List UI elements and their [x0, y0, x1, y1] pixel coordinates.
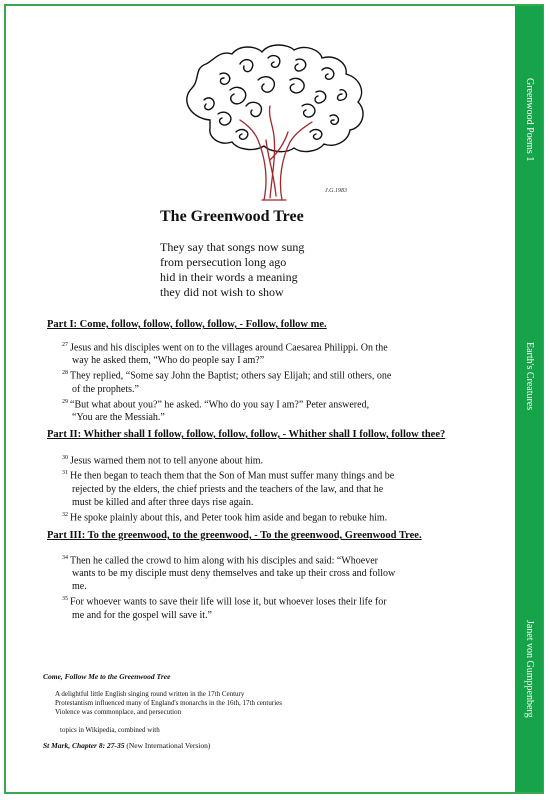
topics-link[interactable]: topics — [60, 726, 77, 734]
verse-number: 31 — [62, 470, 68, 477]
part-1-scripture — [62, 339, 462, 424]
verse-line: For whoever wants to save their life will lose it, but whoever loses their life for — [70, 596, 387, 608]
verse-number: 35 — [62, 596, 68, 603]
verse-line: They replied, “Some say John the Baptist; others say Elijah; and still others, one — [70, 370, 392, 382]
sidebar-middle-label: Earth's Creatures — [524, 342, 535, 411]
verse-line: of the prophets.” — [72, 383, 139, 395]
illustration-signature: J.G.1983 — [325, 188, 347, 194]
footer-line: A delightful little English singing round written in the 17th Century — [55, 690, 245, 698]
verse-line: He spoke plainly about this, and Peter took him aside and began to rebuke him. — [70, 511, 388, 523]
part-2-scripture — [62, 452, 462, 524]
verse-line: He then began to teach them that the Son of Man must suffer many things and be — [70, 470, 395, 482]
footer-line: Protestantism influenced many of England's monarchs in the 16th, 17th centuries — [55, 699, 282, 707]
footer-topics — [60, 726, 160, 734]
verse-number: 32 — [62, 511, 68, 518]
verse-line: me. — [72, 581, 87, 593]
verse-line: Then he called the crowd to him along with his disciples and said: “Whoever — [70, 555, 378, 567]
verse-line: “You are the Messiah.” — [72, 411, 165, 423]
poem-verse — [160, 240, 304, 300]
part-3-heading: Part III: To the greenwood, to the greenwood, - To the greenwood, Greenwood Tree. — [47, 530, 422, 541]
sidebar-bottom-label: Janet von Gumppenberg — [524, 620, 535, 718]
verse-line: way he asked them, “Who do people say I am?” — [72, 355, 265, 367]
verse-line: me and for the gospel will save it.” — [72, 609, 212, 621]
poem-line: hid in their words a meaning — [160, 270, 298, 284]
tree-illustration-icon — [170, 40, 380, 205]
part-3-scripture — [62, 552, 462, 622]
poem-title: The Greenwood Tree — [160, 208, 304, 225]
verse-line: Jesus and his disciples went on to the villages around Caesarea Philippi. On the — [70, 342, 388, 354]
part-1-heading: Part I: Come, follow, follow, follow, follow, - Follow, follow me. — [47, 319, 327, 330]
verse-number: 28 — [62, 370, 68, 377]
part-2-heading: Part II: Whither shall I follow, follow, follow, follow, - Whither shall I follow, follow thee? — [47, 429, 446, 440]
footer-source — [43, 741, 210, 750]
source-reference: St Mark, Chapter 8: 27-35 — [43, 741, 125, 750]
sidebar-top-label: Greenwood Poems 1 — [524, 78, 535, 162]
verse-number: 29 — [62, 398, 68, 405]
verse-number: 27 — [62, 342, 68, 348]
verse-line: must be killed and after three days rise again. — [72, 496, 254, 508]
verse-line: wants to be my disciple must deny themselves and take up their cross and follow — [72, 568, 396, 580]
verse-line: rejected by the elders, the chief priests and the teachers of the law, and that he — [72, 483, 384, 495]
footer-notes — [55, 690, 282, 717]
footer-title: Come, Follow Me to the Greenwood Tree — [43, 672, 171, 681]
poem-line: They say that songs now sung — [160, 240, 305, 254]
source-version: (New International Version) — [124, 741, 211, 750]
poem-line: from persecution long ago — [160, 255, 287, 269]
poem-line: they did not wish to show — [160, 285, 284, 299]
topics-text: in Wikipedia, combined with — [76, 726, 160, 734]
verse-line: Jesus warned them not to tell anyone about him. — [70, 455, 264, 467]
verse-number: 34 — [62, 555, 68, 561]
verse-line: “But what about you?” he asked. “Who do you say I am?” Peter answered, — [70, 398, 370, 410]
verse-number: 30 — [62, 455, 68, 461]
footer-line: Violence was commonplace, and persecution — [55, 708, 182, 716]
